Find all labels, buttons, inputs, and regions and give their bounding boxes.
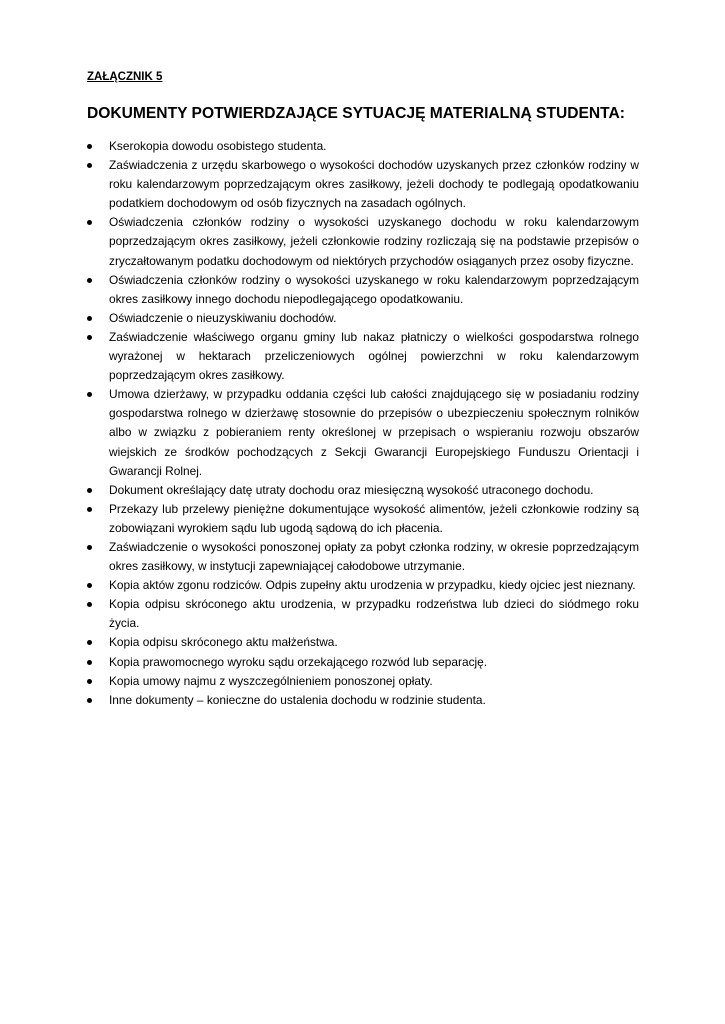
list-item-alimony-transfers bbox=[87, 500, 639, 538]
list-item-other-documents bbox=[87, 691, 639, 710]
bullet-icon bbox=[87, 220, 92, 225]
bullet-icon bbox=[87, 278, 92, 283]
list-item-divorce-judgment-copy bbox=[87, 653, 639, 672]
list-item-text: Kopia aktów zgonu rodziców. Odpis zupełny aktu urodzenia w przypadku, kiedy ojciec jest nieznany. bbox=[109, 578, 636, 593]
list-item-marriage-certificate-copy bbox=[87, 633, 639, 652]
list-item-birth-certificate-copy bbox=[87, 595, 639, 633]
list-item-text: Zaświadczenia z urzędu skarbowego o wysokości dochodów uzyskanych przez członków rodziny w roku kalendarzowym poprzedzającym okres zasiłkowy, jeżeli dochody te podlegają opodatkowaniu podatkiem dochodowym od osób fizycznych na zasadach ogólnych. bbox=[109, 158, 639, 211]
bullet-icon bbox=[87, 583, 92, 588]
list-item-text: Kopia umowy najmu z wyszczególnieniem ponoszonej opłaty. bbox=[109, 673, 433, 688]
list-item-text: Kopia odpisu skróconego aktu urodzenia, w przypadku rodzeństwa lub dzieci do siódmego roku życia. bbox=[109, 597, 639, 631]
bullet-icon bbox=[87, 545, 92, 550]
bullet-icon bbox=[87, 144, 92, 149]
list-item-text: Przekazy lub przelewy pieniężne dokumentujące wysokość alimentów, jeżeli członkowie rodziny są zobowiązani wyrokiem sądu lub ugodą sądową do ich płacenia. bbox=[109, 501, 639, 535]
list-item-untaxed-income-statements bbox=[87, 271, 639, 309]
annex-label: ZAŁĄCZNIK 5 bbox=[87, 71, 163, 83]
list-item-text: Kserokopia dowodu osobistego studenta. bbox=[109, 139, 327, 153]
bullet-icon bbox=[87, 335, 92, 340]
list-item-tax-office-certificates bbox=[87, 156, 639, 213]
list-item-text: Kopia odpisu skróconego aktu małżeństwa. bbox=[109, 635, 338, 650]
list-item-text: Oświadczenie o nieuzyskiwaniu dochodów. bbox=[109, 310, 337, 325]
list-item-text: Zaświadczenie o wysokości ponoszonej opłaty za pobyt członka rodziny, w okresie poprzedzającym okres zasiłkowy, w instytucji zapewniającej całodobowe utrzymanie. bbox=[109, 539, 639, 574]
bullet-icon bbox=[87, 660, 92, 665]
list-item-text: Oświadczenia członków rodziny o wysokości uzyskanego w roku kalendarzowym poprzedzającym okres zasiłkowy innego dochodu niepodlegającego opodatkowaniu. bbox=[109, 272, 639, 306]
list-item-text: Kopia prawomocnego wyroku sądu orzekającego rozwód lub separację. bbox=[109, 654, 488, 669]
list-item-rental-agreement-copy bbox=[87, 672, 639, 691]
list-item-lease-agreement bbox=[87, 385, 639, 480]
bullet-icon bbox=[87, 392, 92, 397]
list-item-text: Inne dokumenty – konieczne do ustalenia dochodu w rodzinie studenta. bbox=[109, 692, 486, 707]
list-item-text: Oświadczenia członków rodziny o wysokości uzyskanego dochodu w roku kalendarzowym poprzedzającym okres zasiłkowy, jeżeli członkowie rodziny rozliczają się na podstawie przepisów o zryczałtowanym podatku dochodowym od niektórych przychodów osiąganych przez osoby fizyczne. bbox=[109, 215, 639, 268]
required-documents-list bbox=[87, 137, 639, 710]
bullet-icon bbox=[87, 316, 92, 321]
bullet-icon bbox=[87, 488, 92, 493]
bullet-icon bbox=[87, 698, 92, 703]
list-item-text: Zaświadczenie właściwego organu gminy lub nakaz płatniczy o wielkości gospodarstwa rolnego wyrażonej w hektarach przeliczeniowych ogólnej powierzchni w roku kalendarzowym poprzedzającym okres zasiłkowy. bbox=[109, 329, 639, 383]
list-item-farm-size-certificate bbox=[87, 328, 639, 385]
list-item-lump-sum-tax-statements bbox=[87, 213, 639, 270]
bullet-icon bbox=[87, 602, 92, 607]
list-item-death-certificates bbox=[87, 576, 639, 595]
list-item-income-loss-document bbox=[87, 481, 639, 500]
bullet-icon bbox=[87, 507, 92, 512]
list-item-no-income-statement bbox=[87, 309, 639, 328]
bullet-icon bbox=[87, 679, 92, 684]
bullet-icon bbox=[87, 163, 92, 168]
list-item-care-fee-certificate bbox=[87, 538, 639, 576]
document-title: DOKUMENTY POTWIERDZAJĄCE SYTUACJĘ MATERIALNĄ STUDENTA: bbox=[87, 105, 625, 122]
list-item-text: Umowa dzierżawy, w przypadku oddania części lub całości znajdującego się w posiadaniu rodziny gospodarstwa rolnego w dzierżawę stosownie do przepisów o ubezpieczeniu społecznym rolników albo w związku z pobieraniem renty określonej w przepisach o wspieraniu rozwoju obszarów wiejskich ze środków pochodzących z Sekcji Gwarancji Europejskiego Funduszu Orientacji i Gwarancji Rolnej. bbox=[109, 387, 639, 478]
list-item-id-copy bbox=[87, 137, 639, 156]
bullet-icon bbox=[87, 640, 92, 645]
list-item-text: Dokument określający datę utraty dochodu oraz miesięczną wysokość utraconego dochodu. bbox=[109, 482, 594, 497]
